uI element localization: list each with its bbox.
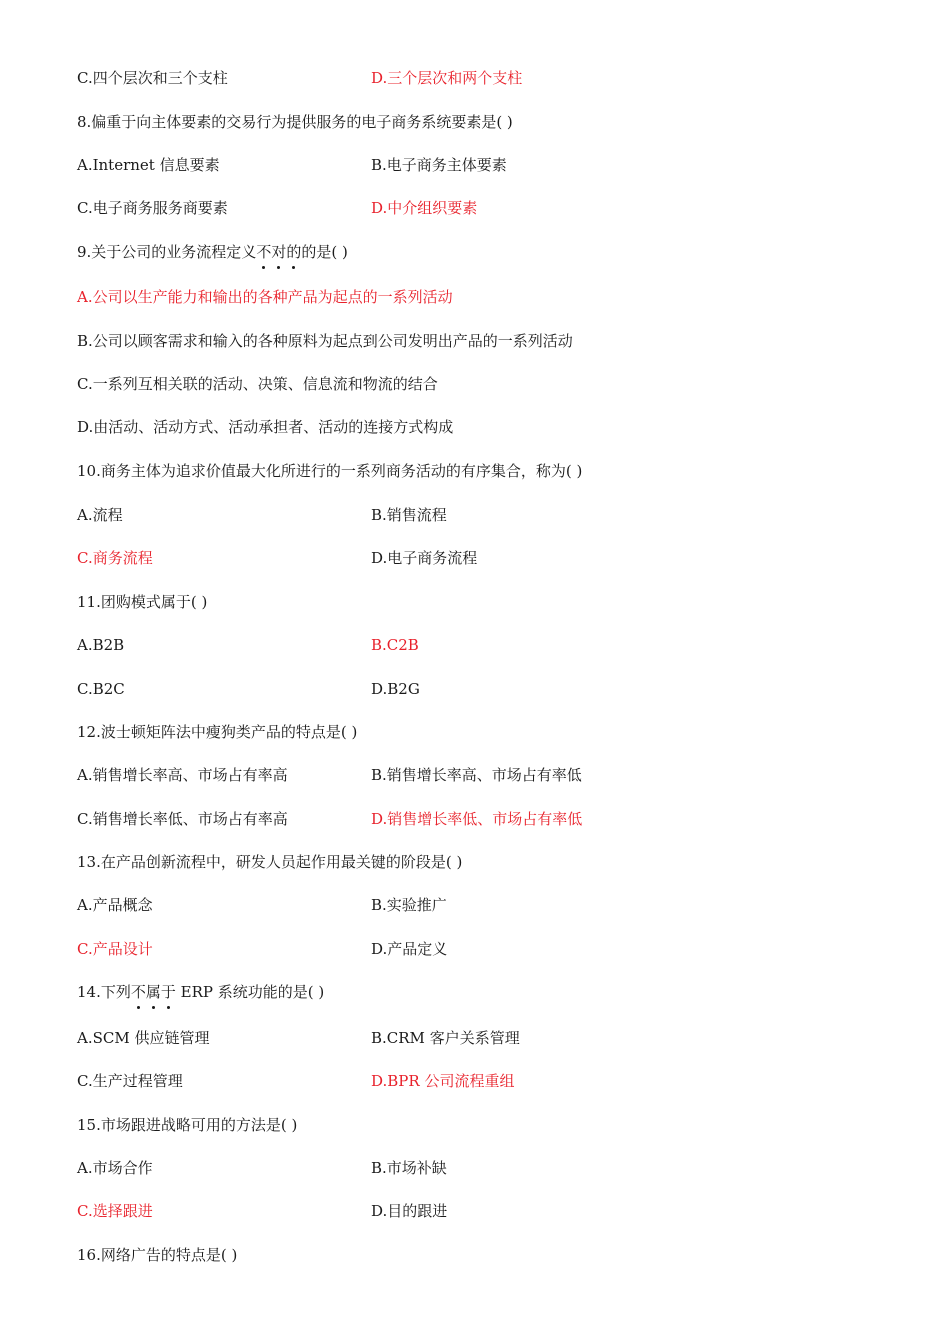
- q12-stem: 12.波士顿矩阵法中瘦狗类产品的特点是( ): [77, 723, 358, 741]
- q12-option-c: C.销售增长率低、市场占有率高: [77, 810, 288, 828]
- q12-option-d-answer: D.销售增长率低、市场占有率低: [371, 810, 583, 828]
- q15-stem: 15.市场跟进战略可用的方法是( ): [77, 1116, 298, 1134]
- q9-option-b: B.公司以顾客需求和输入的各种原料为起点到公司发明出产品的一系列活动: [77, 332, 573, 350]
- q15-option-d: D.目的跟进: [371, 1202, 448, 1220]
- q8-option-a: A.Internet 信息要素: [77, 156, 220, 174]
- q7-option-d-answer: D.三个层次和两个支柱: [371, 69, 523, 87]
- q11-option-c: C.B2C: [77, 680, 125, 698]
- q14-emphasis: 不属于: [131, 983, 176, 1001]
- q12-option-a: A.销售增长率高、市场占有率高: [77, 766, 288, 784]
- q14-option-c: C.生产过程管理: [77, 1072, 183, 1090]
- q9-stem-end: 的是( ): [301, 243, 348, 261]
- q15-option-c-answer: C.选择跟进: [77, 1202, 153, 1220]
- q10-option-a: A.流程: [77, 506, 123, 524]
- q10-option-d: D.电子商务流程: [371, 549, 478, 567]
- q10-option-c-answer: C.商务流程: [77, 549, 153, 567]
- q10-stem: 10.商务主体为追求价值最大化所进行的一系列商务活动的有序集合，称为( ): [77, 462, 583, 480]
- q13-option-b: B.实验推广: [371, 896, 447, 914]
- q11-option-b-answer: B.C2B: [371, 636, 419, 654]
- q13-option-c-answer: C.产品设计: [77, 940, 153, 958]
- q9-option-c: C.一系列互相关联的活动、决策、信息流和物流的结合: [77, 375, 438, 393]
- q13-stem: 13.在产品创新流程中，研发人员起作用最关键的阶段是( ): [77, 853, 463, 871]
- q9-emphasis: 不对的: [256, 243, 301, 261]
- q14-stem: [77, 980, 324, 1004]
- q11-option-d: D.B2G: [371, 680, 420, 698]
- q13-option-d: D.产品定义: [371, 940, 448, 958]
- q14-option-a: A.SCM 供应链管理: [77, 1029, 210, 1047]
- q9-option-a-answer: A.公司以生产能力和输出的各种产品为起点的一系列活动: [77, 288, 453, 306]
- q12-option-b: B.销售增长率高、市场占有率低: [371, 766, 582, 784]
- q11-stem: 11.团购模式属于( ): [77, 593, 208, 611]
- q11-option-a: A.B2B: [77, 636, 125, 654]
- q9-stem-start: 9.关于公司的业务流程定义: [77, 243, 257, 261]
- q14-option-b: B.CRM 客户关系管理: [371, 1029, 520, 1047]
- q15-option-a: A.市场合作: [77, 1159, 153, 1177]
- q16-stem: 16.网络广告的特点是( ): [77, 1246, 238, 1264]
- q7-option-c: C.四个层次和三个支柱: [77, 69, 228, 87]
- q15-option-b: B.市场补缺: [371, 1159, 447, 1177]
- q9-option-d: D.由活动、活动方式、活动承担者、活动的连接方式构成: [77, 418, 454, 436]
- q8-option-d-answer: D.中介组织要素: [371, 199, 478, 217]
- q14-option-d-answer: D.BPR 公司流程重组: [371, 1072, 515, 1090]
- q10-option-b: B.销售流程: [371, 506, 447, 524]
- q8-option-c: C.电子商务服务商要素: [77, 199, 228, 217]
- q8-option-b: B.电子商务主体要素: [371, 156, 507, 174]
- q8-stem: 8.偏重于向主体要素的交易行为提供服务的电子商务系统要素是( ): [77, 113, 513, 131]
- q13-option-a: A.产品概念: [77, 896, 153, 914]
- q14-stem-start: 14.下列: [77, 983, 131, 1001]
- q9-stem: [77, 240, 348, 264]
- q14-stem-end: ERP 系统功能的是( ): [175, 983, 325, 1001]
